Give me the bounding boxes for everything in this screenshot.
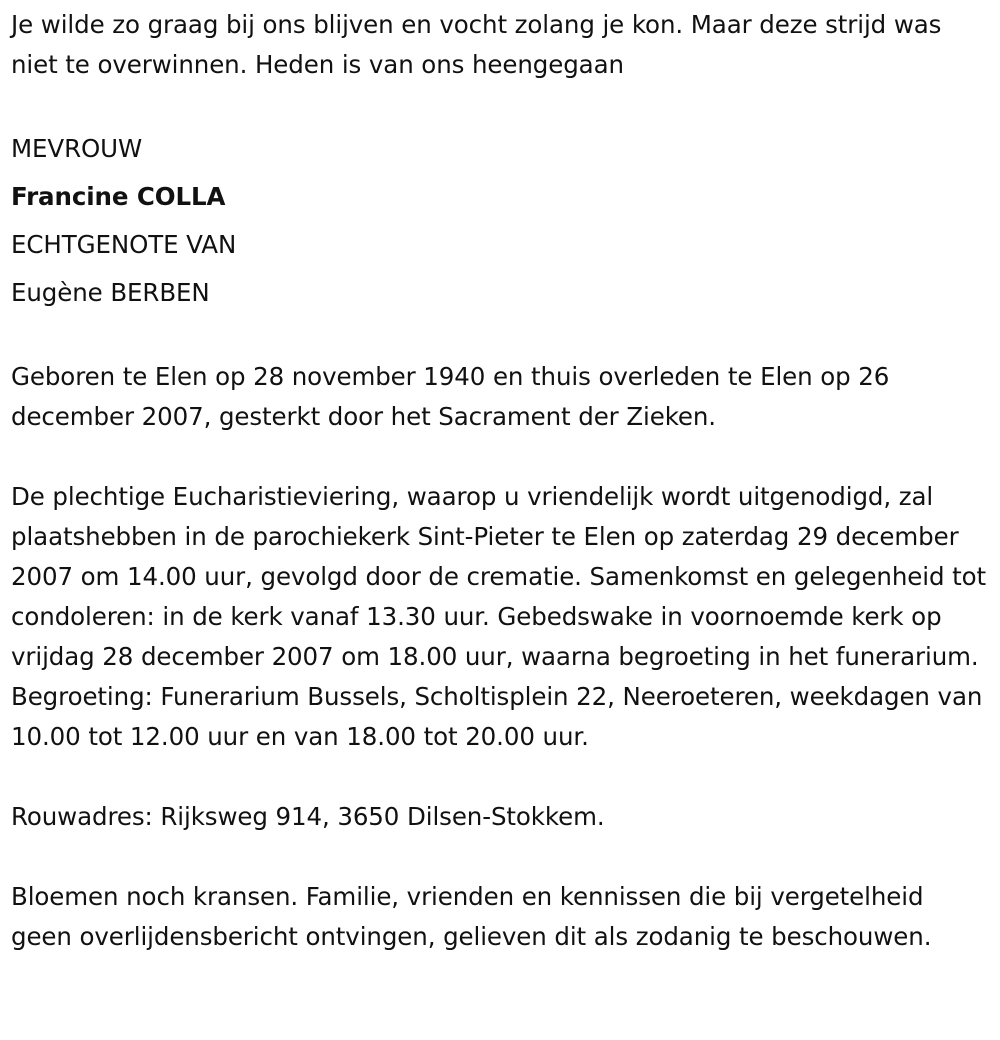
title-prefix: MEVROUW bbox=[11, 134, 143, 163]
spacer bbox=[11, 317, 991, 357]
ceremony-paragraph: De plechtige Eucharistieviering, waarop u vriendelijk wordt uitgenodigd, zal plaatshebben in de parochiekerk Sint-Pieter te Elen op zaterdag 29 december 2007 om 14.00 uur, gevolgd door de crematie. Samenkomst en gelegenheid tot condoleren: in de kerk vanaf 13.30 uur. Gebedswake in voornoemde kerk op vrijdag 28 december 2007 om 18.00 uur, waarna begroeting in het funerarium. Begroeting: Funerarium Bussels, Scholtisplein 22, Neeroeteren, weekdagen van 10.00 tot 12.00 uur en van 18.00 tot 20.00 uur. bbox=[11, 482, 987, 751]
spacer bbox=[11, 757, 991, 797]
spacer bbox=[11, 437, 991, 477]
deceased-name bbox=[11, 173, 991, 221]
intro-paragraph: Je wilde zo graag bij ons blijven en vocht zolang je kon. Maar deze strijd was niet te overwinnen. Heden is van ons heengegaan bbox=[11, 10, 942, 79]
birth-death-paragraph: Geboren te Elen op 28 november 1940 en thuis overleden te Elen op 26 december 2007, gesterkt door het Sacrament der Zieken. bbox=[11, 362, 890, 431]
spouse-name: Eugène BERBEN bbox=[11, 278, 210, 307]
relation-label: ECHTGENOTE VAN bbox=[11, 230, 237, 259]
deceased-name-text: Francine COLLA bbox=[11, 182, 226, 211]
closing-paragraph: Bloemen noch kransen. Familie, vrienden en kennissen die bij vergetelheid geen overlijdensbericht ontvingen, gelieven dit als zodanig te beschouwen. bbox=[11, 882, 932, 951]
spacer bbox=[11, 837, 991, 877]
address-paragraph: Rouwadres: Rijksweg 914, 3650 Dilsen-Stokkem. bbox=[11, 802, 605, 831]
spacer bbox=[11, 85, 991, 125]
obituary-notice bbox=[11, 5, 991, 957]
